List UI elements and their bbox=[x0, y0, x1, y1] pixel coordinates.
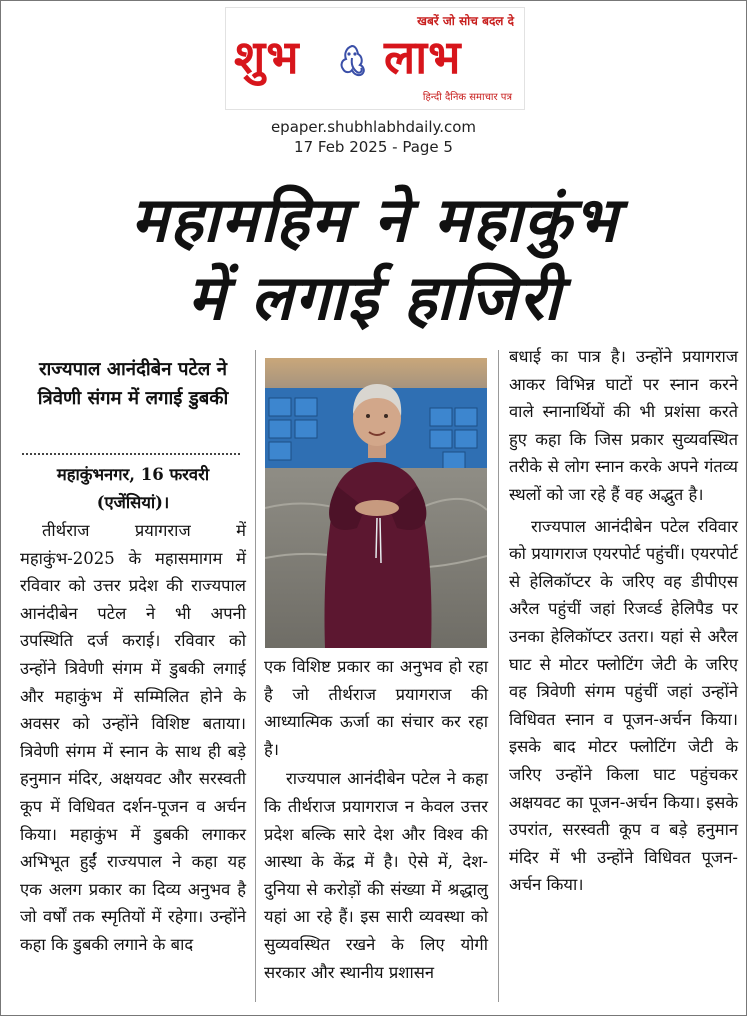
governor-bathing-photo bbox=[265, 358, 487, 648]
masthead bbox=[225, 7, 525, 110]
col1-paragraph-1: तीर्थराज प्रयागराज में महाकुंभ-2025 के महासमागम में रविवार को उत्तर प्रदेश की राज्यपाल आनंदीबेन पटेल ने भी अपनी उपस्थिति दर्ज कराई। रविवार को उन्होंने त्रिवेणी संगम में डुबकी लगाई और महाकुंभ में सम्मिलित होने के अवसर को उन्होंने विशिष्ट बताया। त्रिवेणी संगम में स्नान के साथ ही बड़े हनुमान मंदिर, अक्षयवट और सरस्वती कूप में विधिवत दर्शन-पूजन व अर्चन किया। महाकुंभ में डुबकी लगाकर अभिभूत हुईं राज्यपाल ने कहा यह एक अलग प्रकार का दिव्य अनुभव है जो वर्षों तक स्मृतियों में रहेगा। उन्होंने कहा कि डुबकी लगाने के बाद bbox=[20, 521, 246, 954]
col2-paragraph-2: राज्यपाल आनंदीबेन पटेल ने कहा कि तीर्थराज प्रयागराज न केवल उत्तर प्रदेश बल्कि सारे देश और विश्व की आस्था के केंद्र में है। ऐसे में, देश-दुनिया से करोड़ों की संख्या में श्रद्धालु यहां आ रहे हैं। इस सारी व्यवस्था को सुव्यवस्थित रखने के लिए योगी सरकार और स्थानीय प्रशासन bbox=[264, 769, 488, 982]
subhead-divider bbox=[22, 453, 240, 455]
headline-line-1: महामहिम ने महाकुंभ bbox=[130, 183, 620, 256]
photo-scene bbox=[265, 358, 487, 648]
ganesha-emblem-icon bbox=[332, 42, 372, 82]
masthead-subtitle: हिन्दी दैनिक समाचार पत्र bbox=[422, 92, 512, 103]
article-column-3 bbox=[509, 343, 738, 899]
column-divider-2 bbox=[498, 350, 499, 1002]
article-column-2 bbox=[264, 653, 488, 986]
source-date-page: 17 Feb 2025 - Page 5 bbox=[294, 138, 453, 156]
article-subhead: राज्यपाल आनंदीबेन पटेल ने त्रिवेणी संगम में लगाई डुबकी bbox=[37, 359, 229, 409]
masthead-tagline: खबरें जो सोच बदल दे bbox=[417, 14, 514, 28]
logo-word-shubh: शुभ bbox=[234, 30, 300, 84]
headline-line-2: में लगाई हाजिरी bbox=[187, 261, 563, 334]
newspaper-logo bbox=[234, 30, 462, 84]
logo-word-labh: लाभ bbox=[384, 30, 462, 84]
source-url: epaper.shubhlabhdaily.com bbox=[270, 118, 477, 136]
dateline: महाकुंभनगर, 16 फरवरी (एजेंसियां)। bbox=[56, 465, 210, 512]
article-column-1 bbox=[20, 517, 246, 959]
col3-paragraph-1: बधाई का पात्र है। उन्होंने प्रयागराज आकर विभिन्न घाटों पर स्नान करने वाले स्नानार्थियों की भी प्रशंसा करते हुए कहा कि जिस प्रकार सुव्यवस्थित तरीके से लोग स्नान करके अपने गंतव्य स्थलों को जा रहे हैं वह अद्भुत है। bbox=[509, 347, 738, 504]
col3-paragraph-2: राज्यपाल आनंदीबेन पटेल रविवार को प्रयागराज एयरपोर्ट पहुंचीं। एयरपोर्ट से हेलिकॉप्टर के जरिए वह डीपीएस अरैल पहुंचीं जहां रिजर्व्ड हेलिपैड पर उनका हेलिकॉप्टर उतरा। यहां से अरैल घाट से मोटर फ्लोटिंग जेटी के जरिए वह त्रिवेणी संगम पहुंचीं जहां उन्होंने विधिवत स्नान व पूजन-अर्चन किया। इसके बाद मोटर फ्लोटिंग जेटी के जरिए उन्होंने किला घाट पहुंचकर अक्षयवट का पूजन-अर्चन किया। इसके उपरांत, सरस्वती कूप व बड़े हनुमान मंदिर में भी उन्होंने विधिवत पूजन-अर्चन किया। bbox=[509, 516, 738, 895]
column-divider-1 bbox=[255, 350, 256, 1002]
col2-paragraph-1: एक विशिष्ट प्रकार का अनुभव हो रहा है जो तीर्थराज प्रयागराज की आध्यात्मिक ऊर्जा का संचार कर रहा है। bbox=[264, 657, 488, 759]
